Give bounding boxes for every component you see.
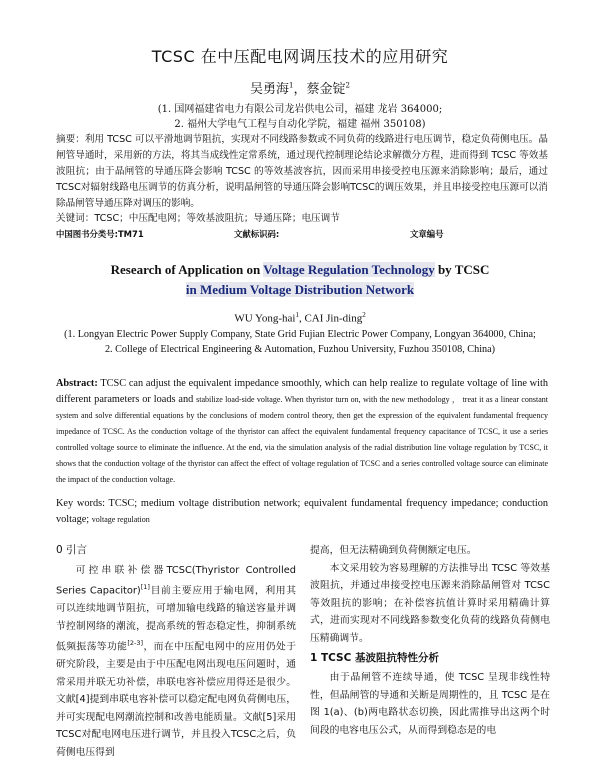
right-paragraph-1: 本文采用较为容易理解的方法推导出 TCSC 等效基波阻抗，并通过串接受控电压源来消除晶闸管对 TCSC 等效阻抗的影响；在补偿容抗值计算时采用精确计算式，进而实现对不同线路参数变化负荷的线路负荷侧电压精确调节。: [310, 562, 550, 644]
english-title-line-2: [0, 282, 600, 298]
author-cai: 蔡金锭: [306, 82, 346, 97]
english-title-part-a: Research of Application on: [110, 262, 264, 277]
chinese-affiliation-1: (1. 国网福建省电力有限公司龙岩供电公司，福建 龙岩 364000;: [157, 104, 443, 115]
english-title-line-2-text: in Medium Voltage Distribution Network: [185, 282, 415, 297]
english-keywords: [56, 496, 548, 528]
author-wu: 吴勇海: [250, 82, 290, 97]
abstract-text-1: TCSC can adjust the equivalent impedance smoothly, which can help realize to regulate voltage of line with different parameters or loads and: [56, 378, 548, 405]
section-0-text-b: 目前主要应用于输电网，利用其可以连续地调节阻抗，可增加输电线路的输送容量并调节控制网络的潮流，提高系统的暂态稳定性，抑制系统低频振荡等功能: [56, 585, 297, 653]
section-1-heading: 1 TCSC 基波阻抗特性分析: [310, 651, 439, 664]
article-number: 文章编号: [410, 229, 444, 239]
citation-1: [1]: [140, 583, 150, 592]
document-code: 文献标识码:: [234, 229, 280, 239]
english-author-wu-affil: 1: [295, 311, 299, 319]
section-0-text-a: 可控串联补偿器TCSC(Thyristor Controlled Series Capacitor): [56, 564, 296, 597]
clc-number: 中国图书分类号:TM71: [56, 229, 144, 239]
chinese-title: TCSC 在中压配电网调压技术的应用研究: [151, 47, 449, 66]
abstract-text-2: stabilize load-side voltage. When thyristor turn on, with the new methodology ， treat it as a linear constant system and solve differential equations by the conclusions of modern control theory, then get the expression of the equivalent fundamental frequency impedance of TCSC. As the conduction voltage of the thyristor can affect the equivalent fundamental frequency capacitance of TCSC, it use a series controlled voltage source to eliminate the influence. At the end, via the simulation analysis of the radial distribution line voltage regulation by TCSC, it shows that the conduction voltage of the thyristor can affect the effect of voltage regulation of TCSC and a series controlled voltage source can eliminate the impact of the conduction voltage.: [56, 395, 549, 484]
english-title-part-c: by TCSC: [434, 262, 490, 277]
english-keywords-main: Key words: TCSC; medium voltage distribution network; equivalent fundamental frequency impedance; conduction voltage;: [56, 498, 548, 525]
english-affiliations: (1. Longyan Electric Power Supply Company, State Grid Fujian Electric Power Company, Longyan 364000, China; 2. College of Electrical Engineering & Automation, Fuzhou University, Fuzhou 350108, China): [64, 329, 536, 355]
section-1-paragraph: 由于晶闸管不连续导通，使 TCSC 呈现非线性特性，但晶闸管的导通和关断是周期性的，且 TCSC 是在图 1(a)、(b)两电路状态切换，因此需推导出这两个时间段的电容电压公式，从而得到稳态是的电: [310, 672, 550, 736]
section-0-text-c: ，而在中压配电网中的应用仍处于研究阶段，主要是由于中压配电网出现电压问题时，通常采用并联无功补偿，串联电容补偿应用得还是很少。文献[4]提到串联电容补偿可以稳定配电网负荷侧电压，并可实现配电网潮流控制和改善电能质量。文献[5]采用TCSC对配电网电压进行调节，并且投入TCSC之后，负荷侧电压得到: [56, 641, 297, 759]
english-authors: [0, 311, 600, 325]
right-continuation: 提高，但无法精确到负荷侧额定电压。: [310, 545, 477, 556]
english-author-cai-affil: 2: [362, 311, 366, 319]
chinese-keywords: 关键词：TCSC；中压配电网；等效基波阻抗；导通压降；电压调节: [56, 213, 340, 224]
author-cai-affil: 2: [345, 81, 350, 90]
english-author-wu: WU Yong-hai: [234, 312, 296, 325]
author-wu-affil: 1: [289, 81, 294, 90]
citation-2-3: [2-3]: [127, 639, 144, 648]
section-0-heading: 0 引言: [56, 544, 88, 556]
english-title-line-1: [0, 262, 600, 278]
english-author-cai: , CAI Jin-ding: [298, 312, 363, 325]
body-left-column: [56, 542, 296, 762]
body-right-column: [310, 542, 550, 740]
chinese-affiliation-2: 2. 福州大学电气工程与自动化学院，福建 福州 350108): [174, 119, 426, 130]
section-0-paragraph: [56, 562, 296, 762]
chinese-authors: [0, 78, 600, 97]
author-separator: ，: [293, 82, 307, 97]
english-keywords-last: voltage regulation: [91, 515, 150, 524]
classification-row: [56, 228, 548, 242]
abstract-label: Abstract:: [56, 378, 98, 389]
chinese-abstract: 摘要：利用 TCSC 可以平滑地调节阻抗，实现对不同线路参数或不同负荷的线路进行电压调节，稳定负荷侧电压。晶闸管导通时，采用新的方法，将其当成线性定常系统，通过现代控制理论结论求解微分方程，进而得到 TCSC 等效基波阻抗；由于晶闸管的导通压降会影响 TCSC 的等效基波容抗，因而采用串接受控电压源来消除影响；最后，通过TCSC对辐射线路电压调节的仿真分析，说明晶闸管的导通压降会影响TCSC的调压效果，并且串接受控电压源可以消除晶闸管导通压降对调压的影响。: [56, 134, 548, 209]
chinese-affiliations: [0, 102, 600, 132]
english-title-highlight: Voltage Regulation Technology: [263, 262, 435, 277]
english-abstract: [56, 376, 548, 488]
